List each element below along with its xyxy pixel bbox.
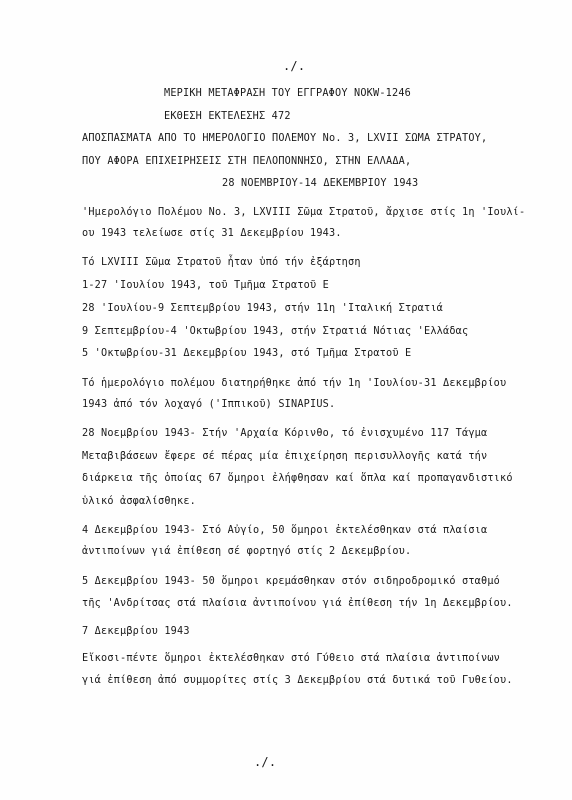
paragraph-1-line-2: ου 1943 τελείωσε στίς 31 Δεκεμβρίου 1943. <box>82 228 342 239</box>
paragraph-2-line-2: 1-27 'Ιουλίου 1943, τοῦ Τμῆμα Στρατοῦ Ε <box>82 280 330 291</box>
paragraph-4-line-3: διάρκεια τῆς ὁποίας 67 ὅμηροι ἐλήφθησαν καί ὅπλα καί προπαγανδιστικό <box>82 473 513 484</box>
paragraph-8-line-2: γιά ἐπίθεση ἀπό συμμορίτες στίς 3 Δεκεμβρίου στά δυτικά τοῦ Γυθείου. <box>82 675 513 686</box>
title-line-2: ΕΚΘΕΣΗ ΕΚΤΕΛΕΣΗΣ 472 <box>164 111 291 122</box>
title-line-4: ΠΟΥ ΑΦΟΡΑ ΕΠΙΧΕΙΡΗΣΕΙΣ ΣΤΗ ΠΕΛΟΠΟΝΝΗΣΟ, ΣΤΗΝ ΕΛΛΑΔΑ, <box>82 156 412 167</box>
paragraph-2-line-1: Τό LXVIII Σῶμα Στρατοῦ ἦταν ὑπό τήν ἐξάρτηση <box>82 257 361 268</box>
paragraph-4-line-4: ὑλικό ἀσφαλίσθηκε. <box>82 496 197 507</box>
paragraph-7-line-1: 7 Δεκεμβρίου 1943 <box>82 626 190 637</box>
paragraph-1-line-1: 'Ημερολόγιο Πολέμου Νο. 3, LXVIII Σῶμα Στρατοῦ, ἄρχισε στίς 1η 'Ιουλί- <box>82 207 526 218</box>
paragraph-6-line-2: τῆς 'Ανδρίτσας στά πλαίσια ἀντιποίνου γιά ἐπίθεση τήν 1η Δεκεμβρίου. <box>82 598 513 609</box>
paragraph-5-line-2: ἀντιποίνων γιά ἐπίθεση σέ φορτηγό στίς 2 Δεκεμβρίου. <box>82 546 412 557</box>
paragraph-3-line-2: 1943 ἀπό τόν λοχαγό ('Ιππικοῦ) SINAPIUS. <box>82 399 336 410</box>
paragraph-3-line-1: Τό ἡμερολόγιο πολέμου διατηρήθηκε ἀπό τήν 1η 'Ιουλίου-31 Δεκεμβρίου <box>82 378 507 389</box>
title-line-1: ΜΕΡΙΚΗ ΜΕΤΑΦΡΑΣΗ ΤΟΥ ΕΓΓΡΑΦΟΥ ΝΟΚW-1246 <box>164 88 412 99</box>
paragraph-2-line-4: 9 Σεπτεμβρίου-4 'Οκτωβρίου 1943, στήν Στρατιά Νότιας 'Ελλάδας <box>82 326 469 337</box>
paragraph-4-line-2: Μεταβιβάσεων ἔφερε σέ πέρας μία ἐπιχείρηση περισυλλογῆς κατά τήν <box>82 451 488 462</box>
paragraph-8-line-1: Εἴκοσι-πέντε ὅμηροι ἐκτελέσθηκαν στό Γύθειο στά πλαίσια ἀντιποίνων <box>82 653 501 664</box>
page-mark-bottom: ./. <box>254 755 277 769</box>
title-line-5: 28 ΝΟΕΜΒΡΙΟΥ-14 ΔΕΚΕΜΒΡΙΟΥ 1943 <box>222 178 419 189</box>
paragraph-4-line-1: 28 Νοεμβρίου 1943- Στήν 'Αρχαία Κόρινθο, τό ἐνισχυμένο 117 Τάγμα <box>82 428 488 439</box>
paragraph-2-line-5: 5 'Οκτωβρίου-31 Δεκεμβρίου 1943, στό Τμῆμα Στρατοῦ Ε <box>82 348 412 359</box>
paragraph-2-line-3: 28 'Ιουλίου-9 Σεπτεμβρίου 1943, στήν 11η 'Ιταλική Στρατιά <box>82 303 444 314</box>
paragraph-6-line-1: 5 Δεκεμβρίου 1943- 50 ὅμηροι κρεμάσθηκαν στόν σιδηροδρομικό σταθμό <box>82 576 501 587</box>
page-mark-top: ./. <box>283 59 306 73</box>
title-line-3: ΑΠΟΣΠΑΣΜΑΤΑ ΑΠΟ ΤΟ ΗΜΕΡΟΛΟΓΙΟ ΠΟΛΕΜΟΥ Νο. 3, LXVII ΣΩΜΑ ΣΤΡΑΤΟΥ, <box>82 133 488 144</box>
paragraph-5-line-1: 4 Δεκεμβρίου 1943- Στό Αὐγίο, 50 ὅμηροι ἐκτελέσθηκαν στά πλαίσια <box>82 525 488 536</box>
